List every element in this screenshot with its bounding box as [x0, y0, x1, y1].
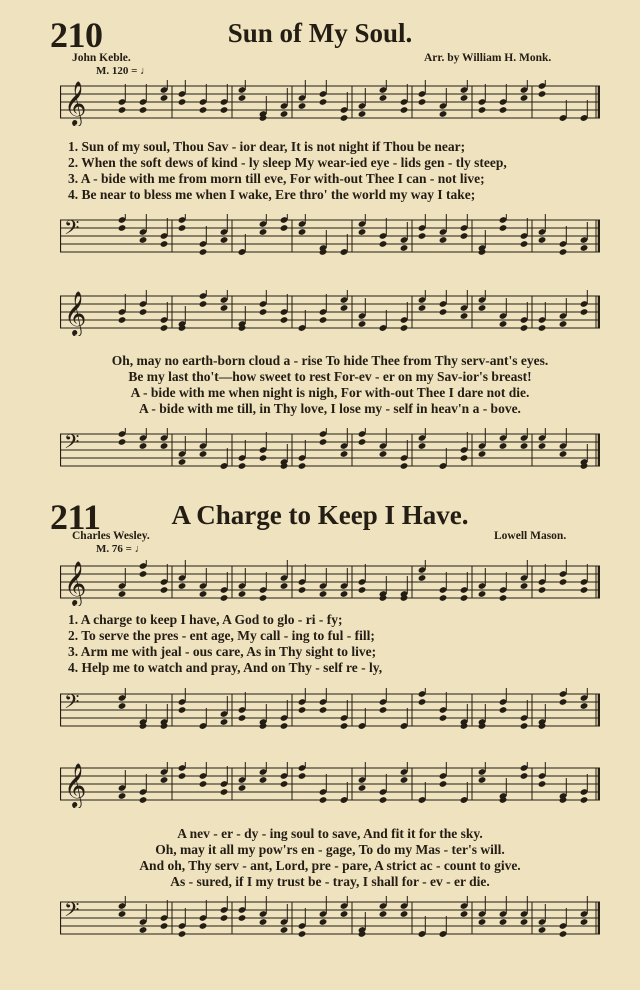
- hymn-211-bass-staff-2: [60, 896, 600, 942]
- svg-text:𝄞: 𝄞: [64, 763, 87, 807]
- hymn-210-verse-2: 2. When the soft dews of kind - ly sleep My wear-ied eye - lids gen - tly steep,: [68, 155, 507, 170]
- hymn-210-refrain-3: A - bide with me when night is nigh, For with-out Thee I dare not die.: [130, 385, 530, 400]
- hymn-210-bass-staff-2: [60, 428, 600, 474]
- metronome-text: M. 76 =: [96, 543, 132, 555]
- metronome-text: M. 120 =: [96, 65, 138, 77]
- hymn-211-refrain-2: Oh, may it all my pow'rs en - gage, To do my Mas - ter's will.: [155, 842, 505, 857]
- quarter-note-icon: ♩: [134, 543, 146, 555]
- hymn-211-verse-3: 3. Arm me with jeal - ous care, As in Thy sight to live;: [68, 644, 377, 659]
- svg-text:𝄞: 𝄞: [64, 81, 87, 125]
- hymn-210-bass-staff-1: [60, 214, 600, 260]
- svg-text:𝄢: 𝄢: [64, 216, 80, 244]
- hymn-211-composer: Lowell Mason.: [494, 530, 567, 542]
- hymn-211-treble-staff-1: [60, 560, 600, 606]
- hymn-211-number: 211: [50, 497, 101, 537]
- hymn-211-verse-1: 1. A charge to keep I have, A God to glo - ri - fy;: [68, 612, 343, 627]
- hymn-210-arranger: Arr. by William H. Monk.: [424, 52, 552, 64]
- svg-text:𝄢: 𝄢: [64, 690, 80, 718]
- hymn-210-author: John Keble.: [72, 52, 131, 64]
- hymn-211-verse-4: 4. Help me to watch and pray, And on Thy - self re - ly,: [68, 660, 383, 675]
- hymn-211-bass-staff-1: [60, 688, 600, 734]
- hymn-210-verse-1: 1. Sun of my soul, Thou Sav - ior dear, It is not night if Thou be near;: [68, 139, 466, 154]
- hymn-210-refrain-1: Oh, may no earth-born cloud a - rise To hide Thee from Thy serv-ant's eyes.: [111, 353, 549, 368]
- hymn-211-title: A Charge to Keep I Have.: [171, 500, 469, 530]
- hymn-211-metronome: [96, 543, 146, 555]
- hymn-210-verse-4: 4. Be near to bless me when I wake, Ere thro' the world my way I take;: [68, 187, 476, 202]
- hymn-210-title: Sun of My Soul.: [227, 18, 413, 48]
- svg-text:𝄞: 𝄞: [64, 291, 87, 335]
- hymn-211-refrain-1: A nev - er - dy - ing soul to save, And fit it for the sky.: [177, 826, 483, 841]
- hymn-210-verse-3: 3. A - bide with me from morn till eve, For with-out Thee I can - not live;: [68, 171, 485, 186]
- hymn-210-treble-staff-1: [60, 80, 600, 126]
- hymn-211-author: Charles Wesley.: [72, 530, 150, 542]
- hymn-210-refrain-2: Be my last tho't—how sweet to rest For-ev - er on my Sav-ior's breast!: [128, 369, 532, 384]
- svg-text:𝄢: 𝄢: [64, 430, 80, 458]
- hymn-210-number: 210: [50, 15, 103, 55]
- hymn-210-metronome: [96, 65, 151, 77]
- hymn-211-verse-2: 2. To serve the pres - ent age, My call - ing to ful - fill;: [68, 628, 375, 643]
- svg-text:𝄞: 𝄞: [64, 561, 87, 605]
- quarter-note-icon: ♩: [140, 65, 152, 77]
- svg-text:𝄢: 𝄢: [64, 898, 80, 926]
- hymn-210-refrain-4: A - bide with me till, in Thy love, I lose my - self in heav'n a - bove.: [139, 401, 521, 416]
- hymn-211-refrain-3: And oh, Thy serv - ant, Lord, pre - pare, A strict ac - count to give.: [139, 858, 521, 873]
- hymn-211-refrain-4: As - sured, if I my trust be - tray, I shall for - ev - er die.: [170, 874, 490, 889]
- hymn-210-treble-staff-2: [60, 290, 600, 336]
- hymn-211-treble-staff-2: [60, 762, 600, 808]
